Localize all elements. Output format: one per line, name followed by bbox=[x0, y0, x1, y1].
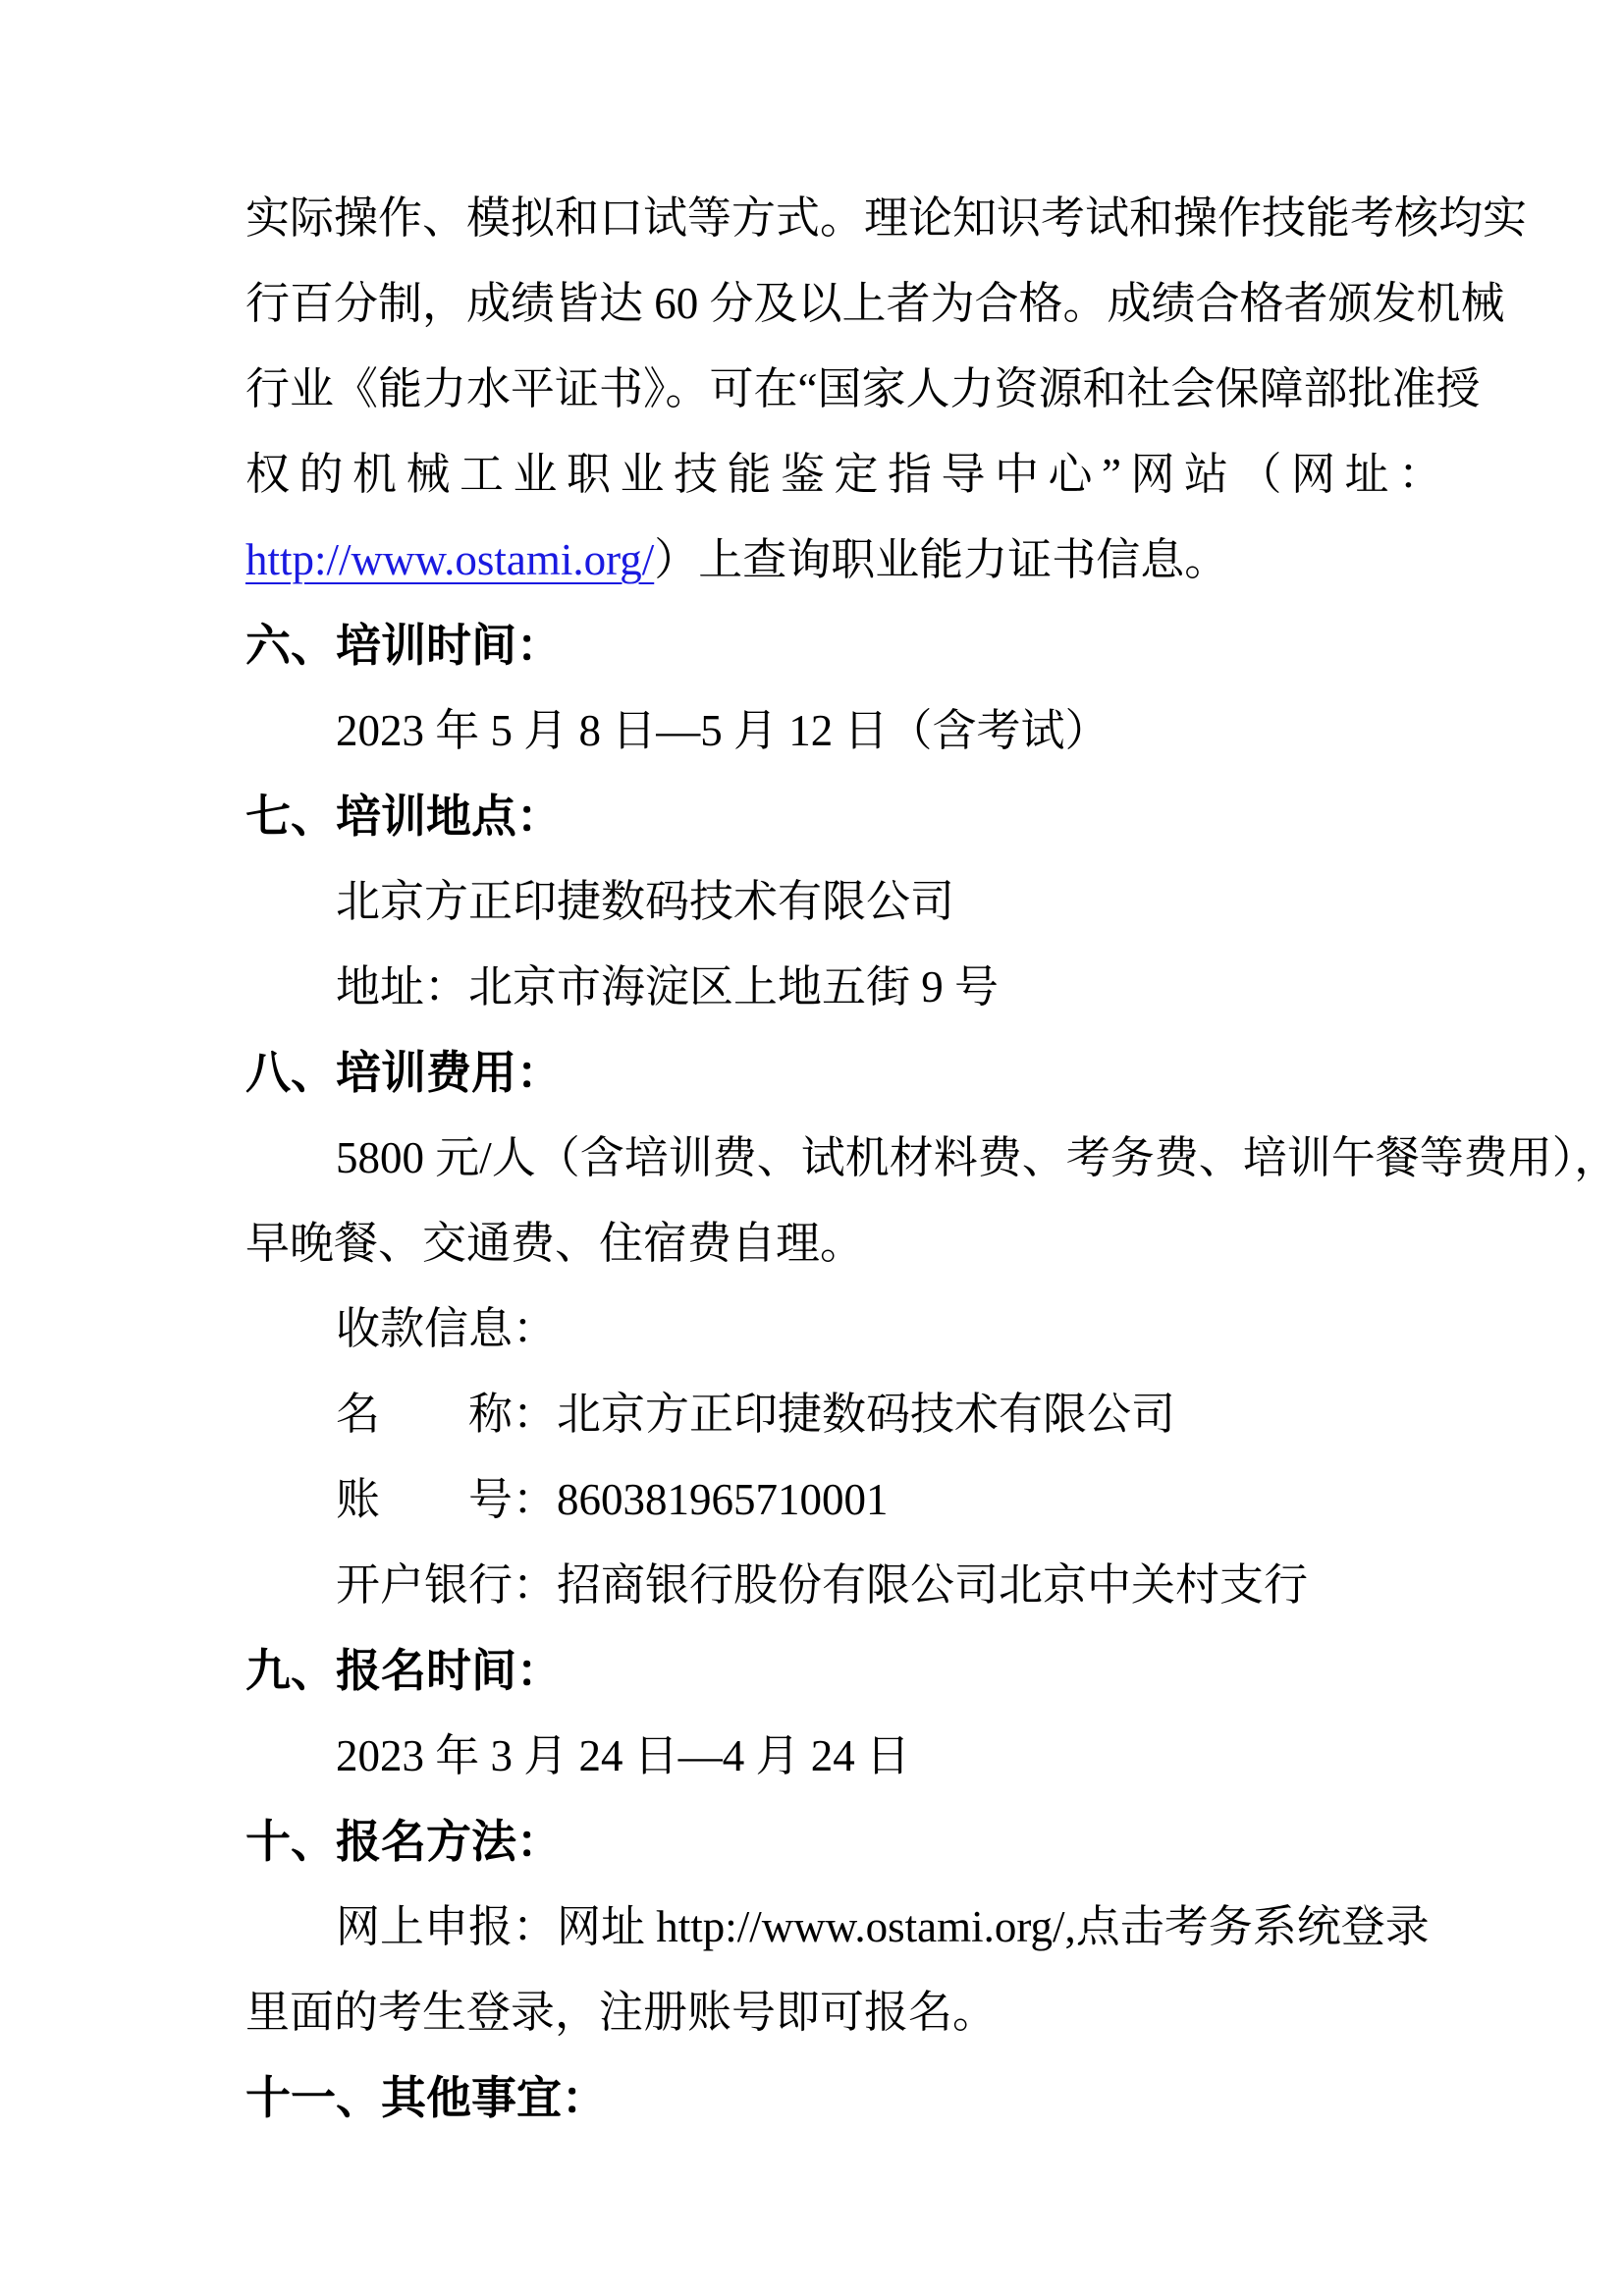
account-number-row bbox=[245, 1457, 1466, 1543]
registration-method-line-1: 网上申报：网址 http://www.ostami.org/,点击考务系统登录 bbox=[336, 1902, 1430, 1951]
section-10-heading: 十、报名方法： bbox=[245, 1817, 562, 1867]
payee-name-row bbox=[245, 1372, 1466, 1457]
section-9-heading: 九、报名时间： bbox=[245, 1646, 562, 1696]
bank-row bbox=[245, 1543, 1466, 1628]
bank-value: 招商银行股份有限公司北京中关村支行 bbox=[557, 1560, 1309, 1610]
registration-time-value: 2023 年 3 月 24 日—4 月 24 日 bbox=[336, 1731, 911, 1780]
training-time-value: 2023 年 5 月 8 日—5 月 12 日（含考试） bbox=[336, 706, 1109, 755]
section-11-heading: 十一、其他事宜： bbox=[245, 2073, 607, 2123]
certification-paragraph-line-5 bbox=[245, 518, 1466, 603]
document-content bbox=[245, 176, 1619, 2141]
training-fee-line-1: 5800 元/人（含培训费、试机材料费、考务费、培训午餐等费用）， bbox=[336, 1133, 1619, 1182]
registration-method-line-2: 里面的考生登录，注册账号即可报名。 bbox=[245, 1988, 998, 2037]
ostami-url-link[interactable]: http://www.ostami.org/ bbox=[245, 535, 655, 584]
section-7-heading: 七、培训地点： bbox=[245, 792, 562, 842]
certificate-query-text: ）上查询职业能力证书信息。 bbox=[654, 535, 1229, 584]
account-number-label: 账 号： bbox=[336, 1475, 558, 1524]
section-6-heading: 六、培训时间： bbox=[245, 621, 562, 671]
bank-label: 开户银行： bbox=[336, 1560, 558, 1610]
certification-paragraph-line-3: 行业《能力水平证书》。可在“国家人力资源和社会保障部批准授 bbox=[245, 364, 1481, 413]
payee-name-label: 名 称： bbox=[336, 1390, 558, 1439]
account-number-value: 860381965710001 bbox=[557, 1475, 889, 1524]
payee-name-value: 北京方正印捷数码技术有限公司 bbox=[557, 1390, 1176, 1439]
training-location-company: 北京方正印捷数码技术有限公司 bbox=[336, 877, 955, 926]
payment-info-title: 收款信息： bbox=[336, 1304, 558, 1353]
training-fee-line-2: 早晚餐、交通费、住宿费自理。 bbox=[245, 1219, 865, 1268]
training-location-address: 地址：北京市海淀区上地五街 9 号 bbox=[336, 962, 1000, 1011]
section-8-heading: 八、培训费用： bbox=[245, 1048, 562, 1098]
certification-paragraph-line-4: 权的机械工业职业技能鉴定指导中心”网站（网址： bbox=[245, 450, 1452, 499]
certification-paragraph-line-1: 实际操作、模拟和口试等方式。理论知识考试和操作技能考核均实 bbox=[245, 193, 1528, 243]
certification-paragraph-line-2: 行百分制，成绩皆达 60 分及以上者为合格。成绩合格者颁发机械 bbox=[245, 279, 1505, 328]
